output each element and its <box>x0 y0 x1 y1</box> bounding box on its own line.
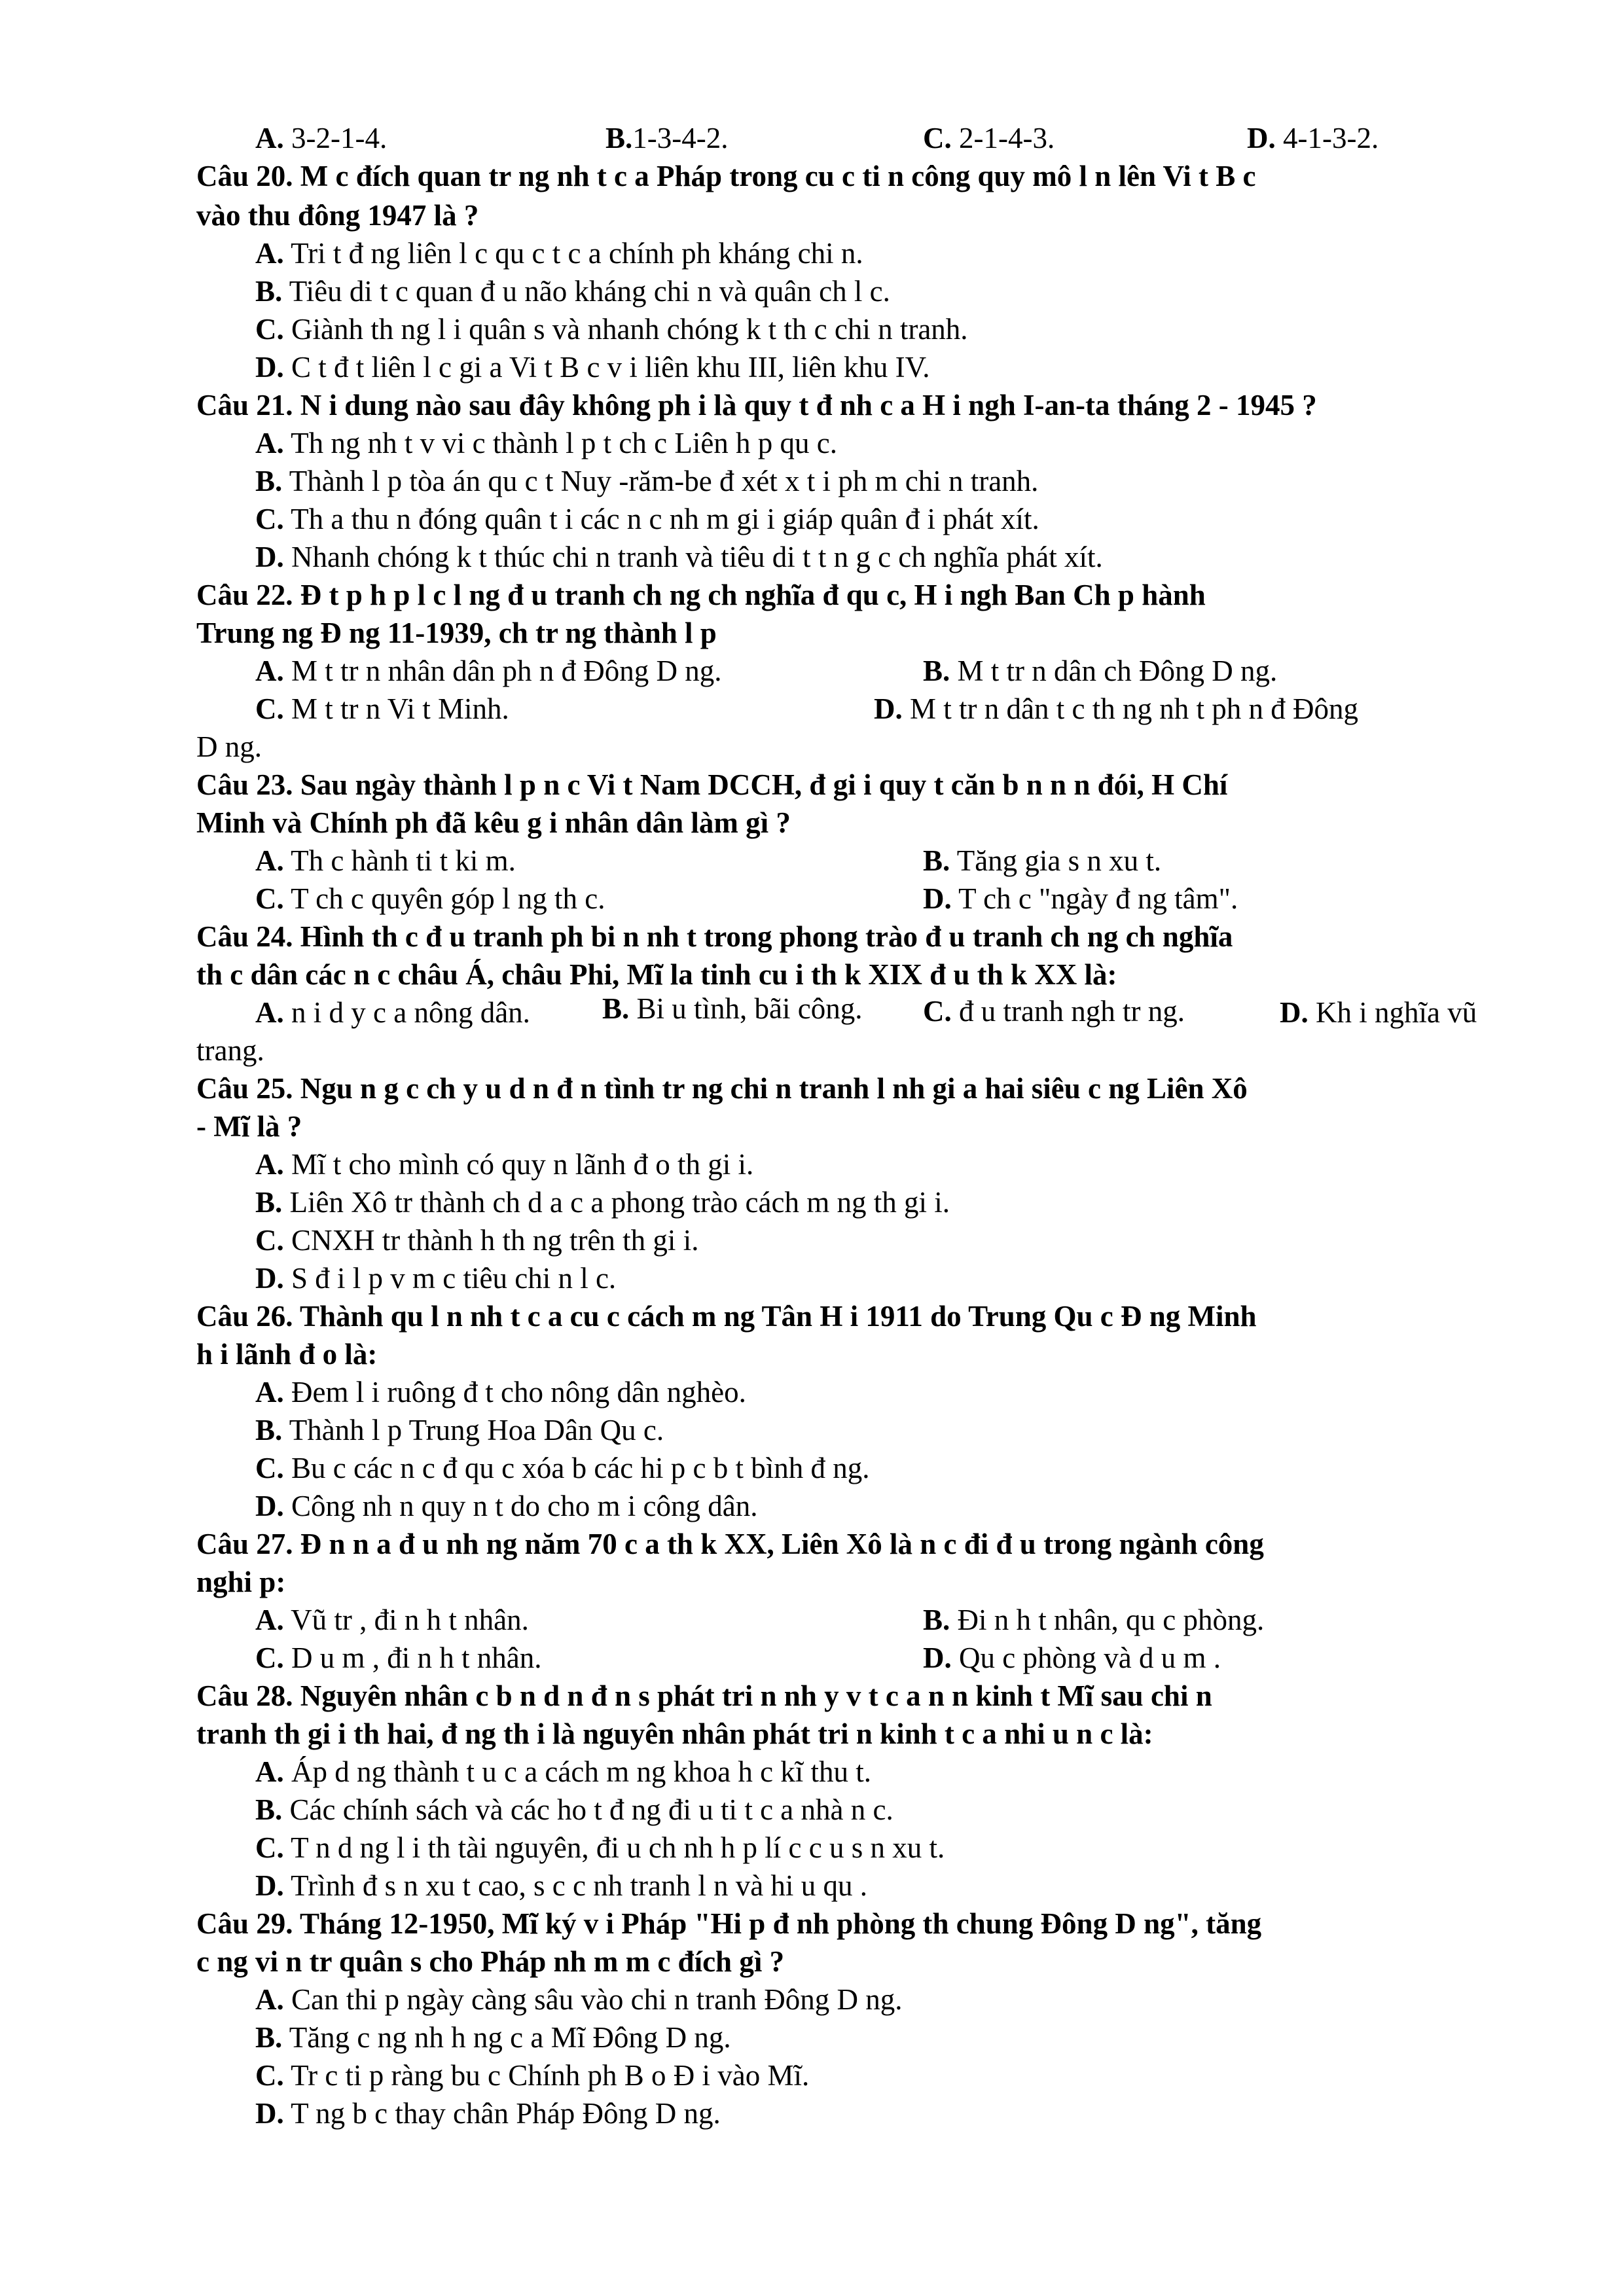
q26-option-d: D. Công nh n quy n t do cho m i công dân. <box>255 1490 758 1522</box>
q27-stem-line1: Câu 27. Đ n n a đ u nh ng năm 70 c a th k XX, Liên Xô là n c đi đ u trong ngành công <box>196 1528 1264 1560</box>
q25-option-b: B. Liên Xô tr thành ch d a c a phong trào cách m ng th gi i. <box>255 1186 950 1219</box>
q23-option-c: C. T ch c quyên góp l ng th c. <box>255 882 605 915</box>
q20-stem-line1: Câu 20. M c đích quan tr ng nh t c a Pháp trong cu c ti n công quy mô l n lên Vi t B c <box>196 160 1256 192</box>
q21-option-c: C. Th a thu n đóng quân t i các n c nh m gi i giáp quân đ i phát xít. <box>255 503 1039 535</box>
q20-option-a: A. Tri t đ ng liên l c qu c t c a chính ph kháng chi n. <box>255 237 863 270</box>
q23-option-d: D. T ch c "ngày đ ng tâm". <box>923 882 1238 915</box>
q19-option-b: B.1-3-4-2. <box>605 122 729 154</box>
q20-option-c: C. Giành th ng l i quân s và nhanh chóng k t th c chi n tranh. <box>255 313 968 346</box>
q27-option-c: C. D u m , đi n h t nhân. <box>255 1641 542 1674</box>
q26-option-c: C. Bu c các n c đ qu c xóa b các hi p c b t bình đ ng. <box>255 1452 870 1484</box>
q20-stem-line2: vào thu đông 1947 là ? <box>196 199 479 232</box>
q19-option-c: C. 2-1-4-3. <box>923 122 1055 154</box>
q26-option-a: A. Đem l i ruông đ t cho nông dân nghèo. <box>255 1376 746 1408</box>
q29-option-d: D. T ng b c thay chân Pháp Đông D ng. <box>255 2097 721 2130</box>
q20-option-d: D. C t đ t liên l c gi a Vi t B c v i liên khu III, liên khu IV. <box>255 351 930 384</box>
q24-stem-line2: th c dân các n c châu Á, châu Phi, Mĩ la tinh cu i th k XIX đ u th k XX là: <box>196 958 1117 991</box>
q21-option-d: D. Nhanh chóng k t thúc chi n tranh và tiêu di t t n g c ch nghĩa phát xít. <box>255 541 1103 573</box>
q21-option-a: A. Th ng nh t v vi c thành l p t ch c Liên h p qu c. <box>255 427 838 459</box>
q23-stem-line2: Minh và Chính ph đã kêu g i nhân dân làm gì ? <box>196 806 791 839</box>
q25-option-d: D. S đ i l p v m c tiêu chi n l c. <box>255 1262 617 1295</box>
q24-option-d: D. Kh i nghĩa vũ <box>1280 996 1477 1029</box>
q28-option-b: B. Các chính sách và các ho t đ ng đi u ti t c a nhà n c. <box>255 1793 893 1826</box>
q22-option-c: C. M t tr n Vi t Minh. <box>255 692 509 725</box>
q26-option-b: B. Thành l p Trung Hoa Dân Qu c. <box>255 1414 664 1446</box>
q25-option-c: C. CNXH tr thành h th ng trên th gi i. <box>255 1224 699 1257</box>
q28-stem-line2: tranh th gi i th hai, đ ng th i là nguyên nhân phát tri n kinh t c a nhi u n c là: <box>196 1717 1153 1750</box>
q23-option-b: B. Tăng gia s n xu t. <box>923 844 1162 877</box>
q24-option-c: C. đ u tranh ngh tr ng. <box>923 995 1185 1028</box>
q23-option-a: A. Th c hành ti t ki m. <box>255 844 516 877</box>
q24-stem-line1: Câu 24. Hình th c đ u tranh ph bi n nh t trong phong trào đ u tranh ch ng ch nghĩa <box>196 920 1233 953</box>
q22-option-b: B. M t tr n dân ch Đông D ng. <box>923 655 1278 687</box>
q27-option-d: D. Qu c phòng và d u m . <box>923 1641 1221 1674</box>
q28-option-a: A. Áp d ng thành t u c a cách m ng khoa h c kĩ thu t. <box>255 1755 872 1788</box>
q24-option-d-continued: trang. <box>196 1034 264 1067</box>
q22-option-d-continued: D ng. <box>196 730 262 763</box>
q22-option-a: A. M t tr n nhân dân ph n đ Đông D ng. <box>255 655 722 687</box>
q22-stem-line1: Câu 22. Đ t p h p l c l ng đ u tranh ch ng ch nghĩa đ qu c, H i ngh Ban Ch p hành <box>196 579 1206 611</box>
q23-stem-line1: Câu 23. Sau ngày thành l p n c Vi t Nam DCCH, đ gi i quy t căn b n n n đói, H Chí <box>196 768 1228 801</box>
q25-option-a: A. Mĩ t cho mình có quy n lãnh đ o th gi i. <box>255 1148 754 1181</box>
q28-option-d: D. Trình đ s n xu t cao, s c c nh tranh l n và hi u qu . <box>255 1869 867 1902</box>
q21-option-b: B. Thành l p tòa án qu c t Nuy -răm-be đ xét x t i ph m chi n tranh. <box>255 465 1039 497</box>
q28-option-c: C. T n d ng l i th tài nguyên, đi u ch nh h p lí c c u s n xu t. <box>255 1831 945 1864</box>
q26-stem-line2: h i lãnh đ o là: <box>196 1338 378 1371</box>
q22-option-d: D. M t tr n dân t c th ng nh t ph n đ Đông <box>874 692 1358 725</box>
q27-option-b: B. Đi n h t nhân, qu c phòng. <box>923 1604 1265 1636</box>
q20-option-b: B. Tiêu di t c quan đ u não kháng chi n và quân ch l c. <box>255 275 890 308</box>
q29-stem-line2: c ng vi n tr quân s cho Pháp nh m m c đích gì ? <box>196 1945 785 1978</box>
q25-stem-line2: - Mĩ là ? <box>196 1110 302 1143</box>
q29-stem-line1: Câu 29. Tháng 12-1950, Mĩ ký v i Pháp "Hi p đ nh phòng th chung Đông D ng", tăng <box>196 1907 1262 1940</box>
q24-option-b: B. Bi u tình, bãi công. <box>602 992 863 1025</box>
q19-option-a: A. 3-2-1-4. <box>255 122 388 154</box>
q25-stem-line1: Câu 25. Ngu n g c ch y u d n đ n tình tr ng chi n tranh l nh gi a hai siêu c ng Liên Xô <box>196 1072 1248 1105</box>
q21-stem-line1: Câu 21. N i dung nào sau đây không ph i là quy t đ nh c a H i ngh I-an-ta tháng 2 - 1945 ? <box>196 389 1317 422</box>
q29-option-a: A. Can thi p ngày càng sâu vào chi n tranh Đông D ng. <box>255 1983 903 2016</box>
q26-stem-line1: Câu 26. Thành qu l n nh t c a cu c cách m ng Tân H i 1911 do Trung Qu c Đ ng Minh <box>196 1300 1257 1333</box>
q29-option-c: C. Tr c ti p ràng bu c Chính ph B o Đ i vào Mĩ. <box>255 2059 810 2092</box>
q27-option-a: A. Vũ tr , đi n h t nhân. <box>255 1604 529 1636</box>
q27-stem-line2: nghi p: <box>196 1566 286 1598</box>
q29-option-b: B. Tăng c ng nh h ng c a Mĩ Đông D ng. <box>255 2021 731 2054</box>
q22-stem-line2: Trung ng Đ ng 11-1939, ch tr ng thành l p <box>196 617 717 649</box>
q28-stem-line1: Câu 28. Nguyên nhân c b n d n đ n s phát tri n nh y v t c a n n kinh t Mĩ sau chi n <box>196 1679 1212 1712</box>
q24-option-a: A. n i d y c a nông dân. <box>255 996 530 1029</box>
q19-option-d: D. 4-1-3-2. <box>1247 122 1379 154</box>
